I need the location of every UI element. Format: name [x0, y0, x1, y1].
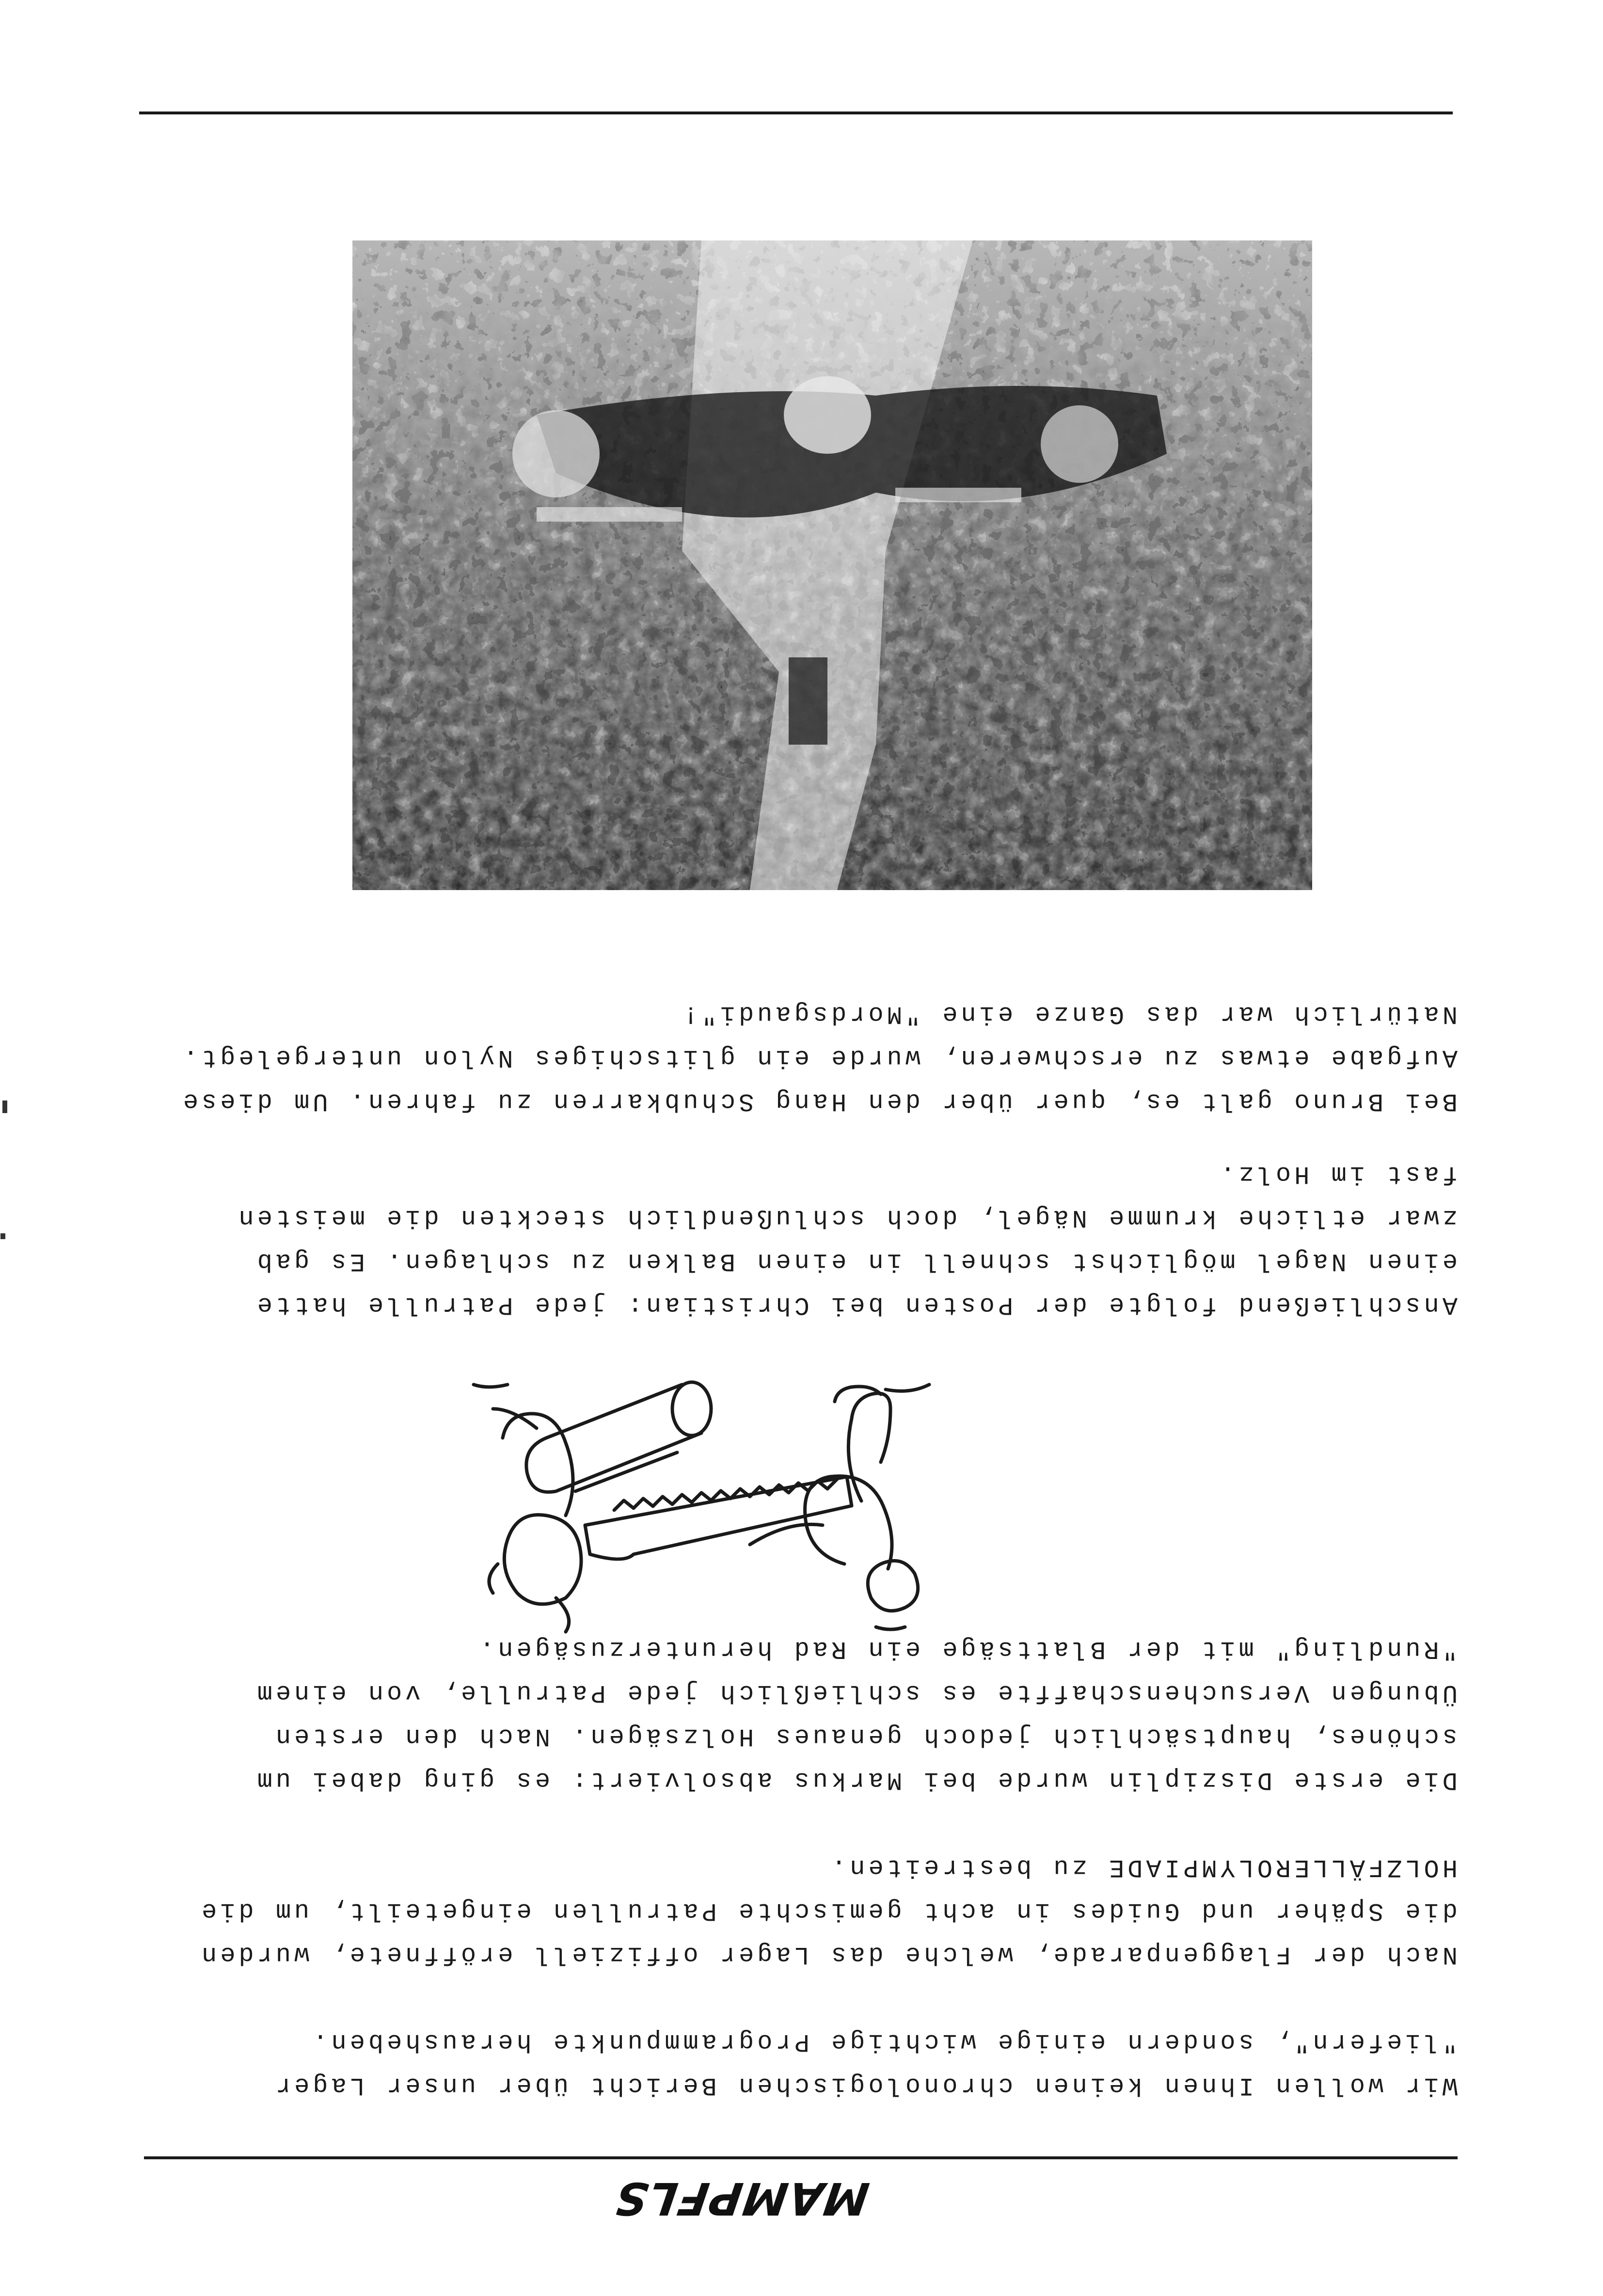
text-line: Natürlich war das Ganze eine "Mordsgaudi"! — [680, 1000, 1458, 1028]
scouts-wheelbarrow-photo — [352, 240, 1312, 890]
paragraph-first-discipline — [149, 1627, 1458, 1802]
text-line: "liefern", sondern einige wichtige Programmpunkte herausheben. — [309, 2027, 1458, 2056]
text-line: zwar etliche krumme Nägel, doch schlußendlich steckten die meisten — [235, 1203, 1458, 1232]
text-line: Nach der Flaggenparade, welche das Lager offiziell eröffnete, wurden — [198, 1940, 1458, 1969]
paragraph-wheelbarrow-post — [149, 992, 1458, 1123]
binding-mark — [0, 1233, 5, 1239]
paragraph-intro — [149, 2020, 1458, 2107]
paragraph-nail-post — [149, 1152, 1458, 1326]
paragraph-flag-ceremony — [149, 1845, 1458, 1976]
binding-mark — [2, 1100, 7, 1113]
text-line: Bei Bruno galt es, quer über den Hang Schubkarren zu fahren. Um diese — [179, 1087, 1458, 1116]
header-rule — [144, 2156, 1458, 2159]
text-line: Wir wollen Ihnen keinen chronologischen Bericht über unser Lager — [272, 2071, 1458, 2100]
text-line: Anschließend folgte der Posten bei Christian: jede Patrulle hatte — [254, 1291, 1458, 1319]
text-line: Aufgabe etwas zu erschweren, wurde ein glitschiges Nylon untergelegt. — [179, 1043, 1458, 1072]
text-line: Übungen Versuchenschaffte es schließlich jede Patrulle, von einem — [254, 1678, 1458, 1707]
text-line: "Rundling" mit der Blattsäge ein Rad herunterzusägen. — [476, 1635, 1458, 1663]
text-line: Die erste Disziplin wurde bei Markus absolviert: es ging dabei um — [254, 1766, 1458, 1794]
text-line: fast im Holz. — [1217, 1160, 1458, 1188]
text-line: schönes, hauptsächlich jedoch genaues Holzsägen. Nach den ersten — [272, 1722, 1458, 1751]
woodcutters-sawing-icon — [469, 1365, 934, 1637]
text-line: die Späher und Guides in acht gemischte Patrullen eingeteilt, um die — [198, 1897, 1458, 1925]
footer-rule — [139, 112, 1453, 114]
publication-logo: MAMPFLS — [611, 2172, 873, 2224]
text-line: HOLZFÄLLEROLYMPIADE zu bestreiten. — [828, 1853, 1458, 1881]
text-line: einen Nagel möglichst schnell in einen Balken zu schlagen. Es gab — [254, 1247, 1458, 1276]
